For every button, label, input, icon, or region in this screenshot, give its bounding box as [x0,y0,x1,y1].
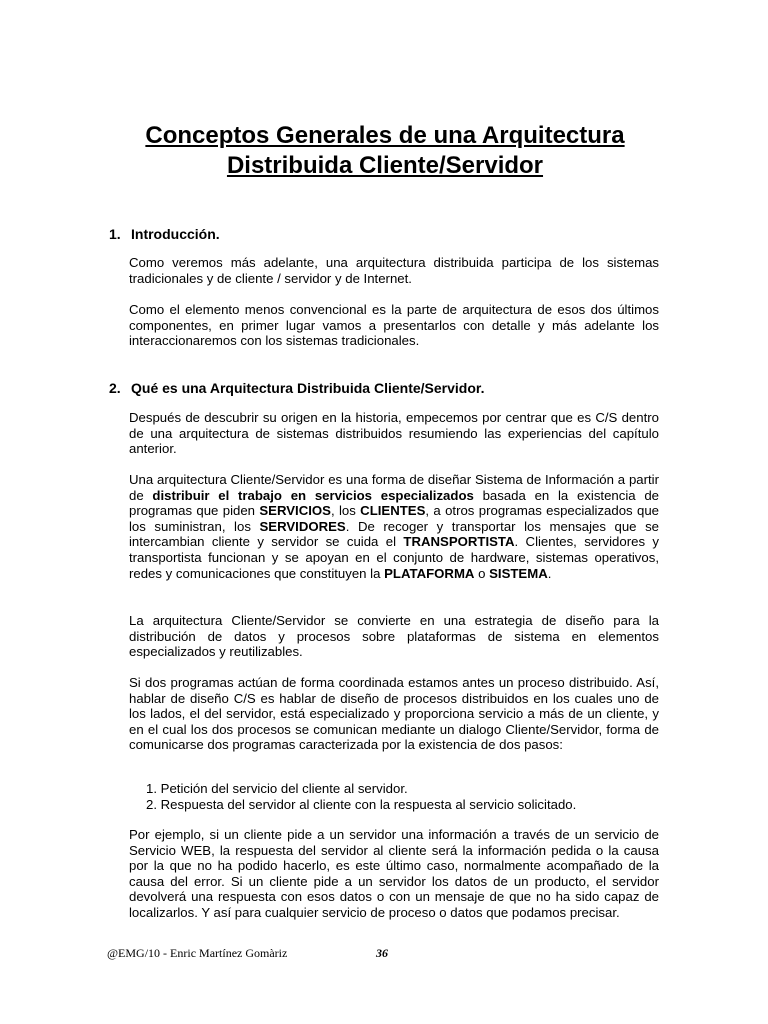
section-2-heading [109,379,484,397]
emphasis-servidores: SERVIDORES [259,518,346,534]
section-2-paragraph-1: Después de descubrir su origen en la historia, empecemos por centrar que es C/S dentro de una arquitectura de sistemas distribuidos resumiendo las experiencias del capítulo anterior. [129,410,659,457]
list-item: 2. Respuesta del servidor al cliente con la respuesta al servicio solicitado. [146,797,577,812]
section-1-paragraph-2: Como el elemento menos convencional es la parte de arquitectura de esos dos últimos componentes, en primer lugar vamos a presentarlos con detalle y más adelante los interaccionaremos con los sistemas tradicionales. [129,302,659,349]
section-1-paragraph-1: Como veremos más adelante, una arquitectura distribuida participa de los sistemas tradicionales y de cliente / servidor y de Internet. [129,255,659,286]
section-1-title: Introducción. [131,226,220,242]
title-line-2: Distribuida Cliente/Servidor [226,152,544,179]
emphasis-clientes: CLIENTES [360,503,426,519]
emphasis-servicios: SERVICIOS [259,503,331,519]
page-number: 36 [376,946,388,960]
section-2-paragraph-2: Una arquitectura Cliente/Servidor es una forma de diseñar Sistema de Información a partir de distribuir el trabajo en servicios especializados basada en la existencia de programas que piden SERVICIOS, los CLIENTES, a otros programas especializados que los suministran, los SERVIDORES. De recoger y transportar los mensajes que se intercambian cliente y servidor se cuida el TRANSPORTISTA. Clientes, servidores y transportista funcionan y se apoyan en el conjunto de hardware, sistemas operativos, redes y comunicaciones que constituyen la PLATAFORMA o SISTEMA. [129,472,660,581]
section-1-number: 1. [109,226,121,242]
footer-author: @EMG/10 - Enric Martínez Gomàriz [107,946,288,960]
steps-list [146,781,666,813]
section-2-paragraph-4: Si dos programas actúan de forma coordinada estamos antes un proceso distribuido. Así, hablar de diseño C/S es hablar de diseño de procesos distribuidos en los cuales uno de los lados, el del servidor, está especializado y proporciona servicio a más de un cliente, y en el cual los dos procesos se comunican mediante un dialogo Cliente/Servidor, forma de comunicarse dos programas caracterizada por la existencia de dos pasos: [129,675,659,753]
section-2-paragraph-5: Por ejemplo, si un cliente pide a un servidor una información a través de un servicio de Servicio WEB, la respuesta del servidor al cliente será la información pedida o la causa por la que no ha podido hacerlo, es este último caso, normalmente acompañado de la causa del error. Si un cliente pide a un servidor los datos de un producto, el servidor devolverá una respuesta con esos datos o con un mensaje de que no ha sido capaz de localizarlos. Y así para cualquier servicio de proceso o datos que podamos precisar. [129,827,659,920]
section-1-heading [109,225,220,243]
section-2-number: 2. [109,380,121,396]
page-title [100,121,670,181]
list-item: 1. Petición del servicio del cliente al servidor. [146,781,408,796]
emphasis-sistema: SISTEMA [489,565,548,581]
section-2-paragraph-3: La arquitectura Cliente/Servidor se convierte en una estrategia de diseño para la distribución de datos y procesos sobre plataformas de sistema en elementos especializados y reutilizables. [129,613,659,660]
title-line-1: Conceptos Generales de una Arquitectura [145,122,625,149]
section-2-title: Qué es una Arquitectura Distribuida Cliente/Servidor. [131,380,485,396]
emphasis-distribuir: distribuir el trabajo en servicios especializados [152,487,474,503]
emphasis-transportista: TRANSPORTISTA [403,534,515,550]
emphasis-plataforma: PLATAFORMA [384,565,475,581]
